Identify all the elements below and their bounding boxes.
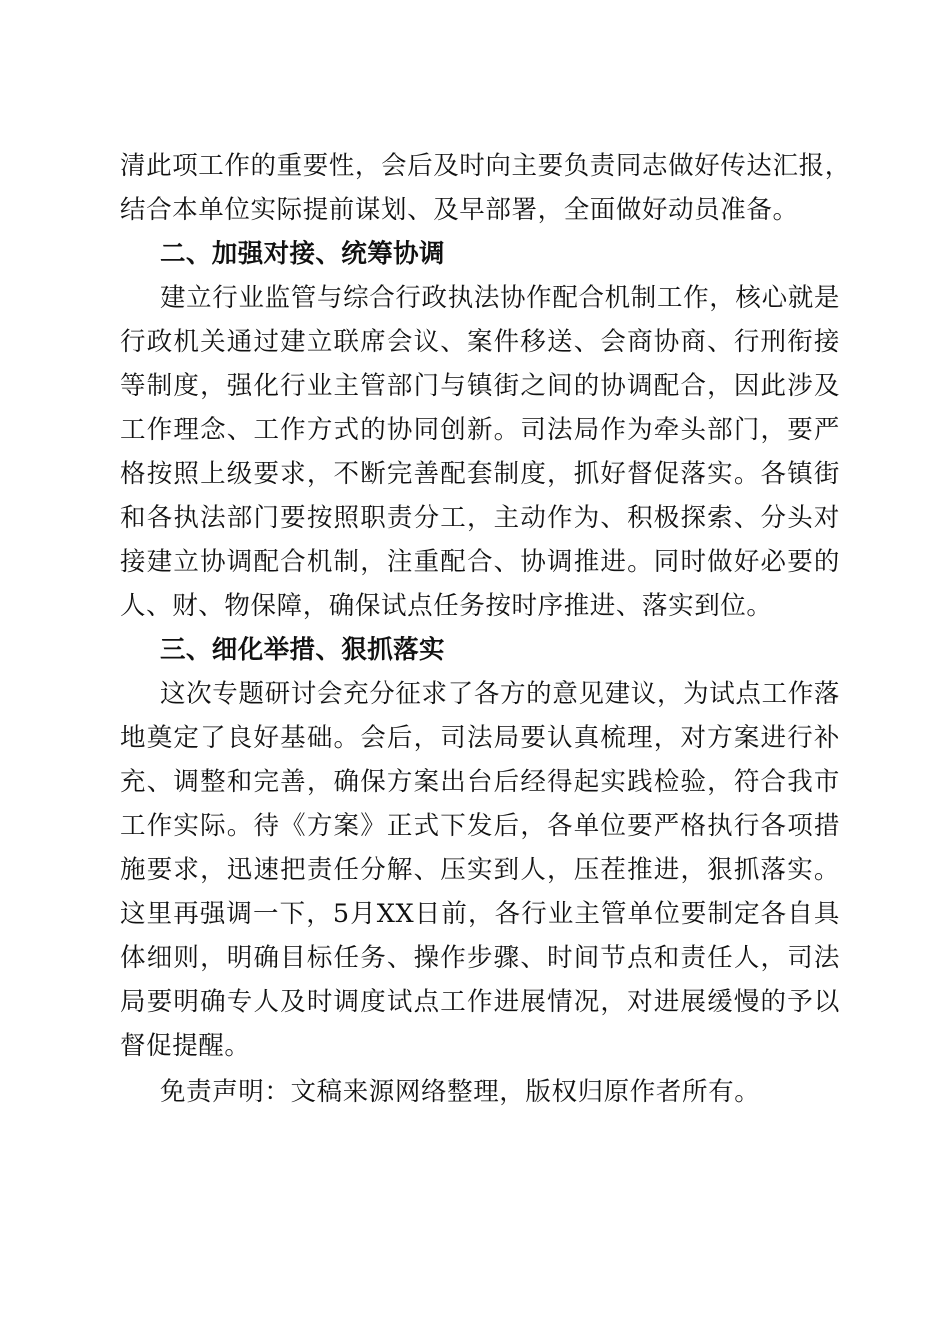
section-heading-2: 二、加强对接、统筹协调 xyxy=(160,239,445,269)
body-text-line: 人、财、物保障，确保试点任务按时序推进、落实到位。 xyxy=(120,591,773,621)
body-text-line: 接建立协调配合机制，注重配合、协调推进。同时做好必要的 xyxy=(120,547,840,577)
body-text-line: 充、调整和完善，确保方案出台后经得起实践检验，符合我市 xyxy=(120,767,840,797)
body-text-line: 工作理念、工作方式的协同创新。司法局作为牵头部门，要严 xyxy=(120,415,840,445)
body-text-line: 这次专题研讨会充分征求了各方的意见建议，为试点工作落 xyxy=(160,679,840,709)
body-text-line: 体细则，明确目标任务、操作步骤、时间节点和责任人，司法 xyxy=(120,943,840,973)
body-text-line: 工作实际。待《方案》正式下发后，各单位要严格执行各项措 xyxy=(120,811,840,841)
body-text-line: 这里再强调一下，5月XX日前，各行业主管单位要制定各自具 xyxy=(120,899,840,929)
body-text-line: 局要明确专人及时调度试点工作进展情况，对进展缓慢的予以 xyxy=(120,987,840,1017)
body-text-line: 施要求，迅速把责任分解、压实到人，压茬推进，狠抓落实。 xyxy=(120,855,840,885)
body-text-line: 格按照上级要求，不断完善配套制度，抓好督促落实。各镇街 xyxy=(120,459,840,489)
body-text-line: 清此项工作的重要性，会后及时向主要负责同志做好传达汇报， xyxy=(120,151,851,181)
section-heading-3: 三、细化举措、狠抓落实 xyxy=(160,635,445,665)
body-text-line: 等制度，强化行业主管部门与镇街之间的协调配合，因此涉及 xyxy=(120,371,840,401)
body-text-line: 行政机关通过建立联席会议、案件移送、会商协商、行刑衔接 xyxy=(120,327,840,357)
body-text-line: 地奠定了良好基础。会后，司法局要认真梳理，对方案进行补 xyxy=(120,723,840,753)
disclaimer-text: 免责声明：文稿来源网络整理，版权归原作者所有。 xyxy=(160,1077,761,1107)
body-text-line: 和各执法部门要按照职责分工，主动作为、积极探索、分头对 xyxy=(120,503,840,533)
body-text-line: 督促提醒。 xyxy=(120,1031,251,1061)
body-text-line: 结合本单位实际提前谋划、及早部署，全面做好动员准备。 xyxy=(120,195,799,225)
body-text-line: 建立行业监管与综合行政执法协作配合机制工作，核心就是 xyxy=(160,283,840,313)
